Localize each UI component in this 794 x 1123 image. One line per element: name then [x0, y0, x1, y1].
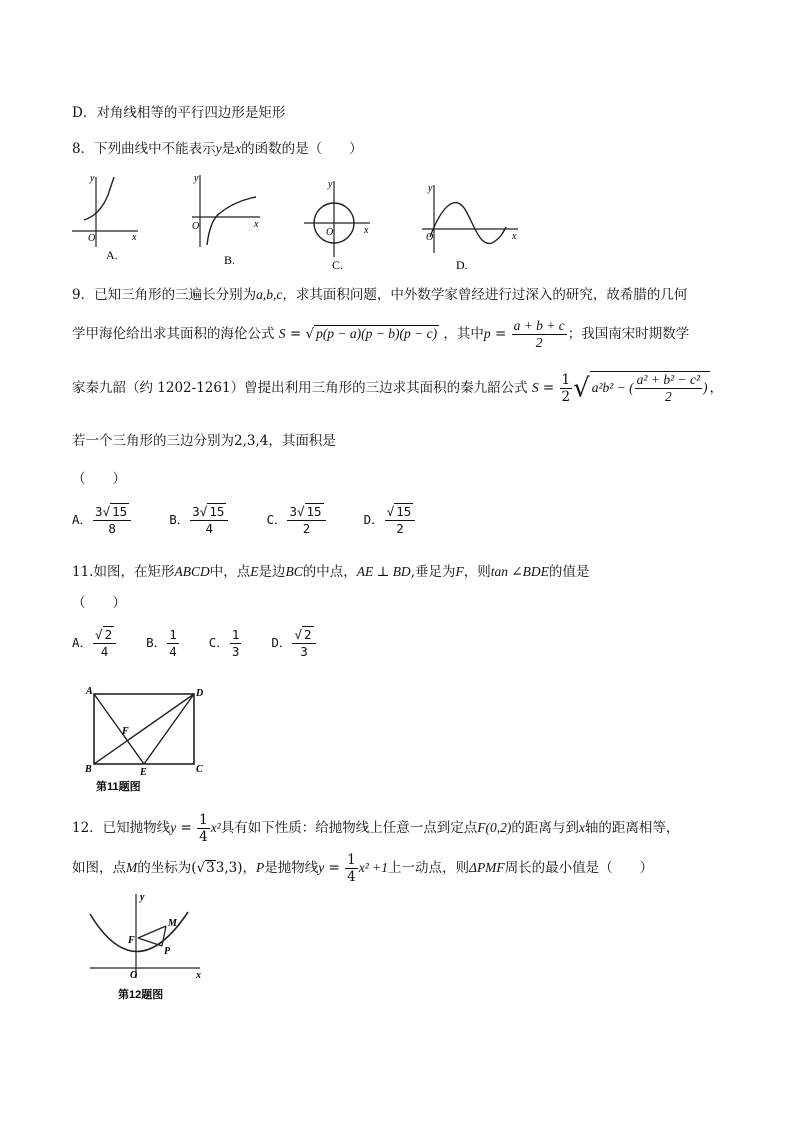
- q11-text-e: ,垂足为: [410, 564, 456, 580]
- option-fraction: [167, 627, 179, 660]
- graph-a-label-y: y: [90, 173, 95, 184]
- graph-c-label-x: x: [364, 225, 369, 236]
- option-denominator: 3: [300, 644, 308, 659]
- q11-text-b: 中，点: [209, 564, 251, 580]
- q11-rect-ABCD: ABCD: [174, 564, 210, 579]
- option-denominator: 4: [205, 521, 214, 536]
- q12-frac-den-2: 4: [347, 869, 356, 885]
- question-9-line-1: [72, 283, 687, 303]
- heron-S: S: [278, 326, 286, 341]
- option-letter: A．: [72, 511, 93, 527]
- q12-text-c: 的距离与到: [511, 820, 579, 836]
- q8-text-c: 的函数的是（ ）: [241, 141, 363, 157]
- graph-c: [304, 179, 370, 272]
- graph-d-curve: [430, 203, 506, 244]
- answer-paren: （ ）: [72, 471, 126, 487]
- q12-text-2c: ，: [242, 860, 256, 876]
- q8-var-y: y: [215, 141, 222, 156]
- diagonal-bd: [94, 694, 194, 764]
- fraction-numerator: a + b + c: [513, 318, 565, 333]
- qin-S: S: [531, 380, 539, 395]
- q12-text-a: 12．已知抛物线: [72, 820, 171, 836]
- q8-text-a: 8．下列曲线中不能表示: [72, 141, 216, 157]
- option-fraction: $\frac{3√ 15}{8}$: [93, 503, 131, 537]
- option-denominator: 4: [169, 643, 177, 659]
- option-d-text: D．对角线相等的平行四边形是矩形: [72, 105, 286, 121]
- question-9-line-2: 学甲海伦给出求其面积的海伦公式 S = √ p(p − a)(p − b)(p − c) ，其中p = $\frac{a + b + c}{2}$ ；我国南宋时期数学: [72, 318, 690, 350]
- graph-a: [72, 173, 138, 262]
- qin-half: [560, 372, 573, 405]
- label-P: P: [164, 946, 171, 957]
- option-radicand: 15: [396, 504, 412, 519]
- question-9-line-4: [72, 429, 336, 449]
- q9-option-d[interactable]: [363, 504, 417, 536]
- q9-text-sides: 若一个三角形的三边分别为: [72, 433, 234, 449]
- q12-parabola-rest: x² +1: [358, 860, 389, 875]
- label-F: F: [122, 726, 129, 737]
- q11-text-g: 的值是: [548, 564, 590, 580]
- q9-qin-text: 家秦九韶（约 1202-1261）曾提出利用三角形的三边求其面积的秦九韶公式: [72, 380, 528, 396]
- q11-option-c[interactable]: [208, 626, 243, 659]
- figure-11-caption: 第11题图: [96, 781, 141, 793]
- option-letter: B．: [169, 511, 190, 527]
- q11-point-E: E: [250, 564, 259, 579]
- graph-a-origin: O: [88, 233, 96, 244]
- q9-text-b: ，求其面积问题，中外数学家曾经进行过深入的研究，故希腊的几何: [282, 287, 688, 303]
- graph-b-label-x: x: [254, 219, 259, 230]
- q8-text-b: 是: [221, 141, 236, 157]
- label-B: B: [85, 764, 92, 775]
- q12-coord-rest: 3,3): [215, 860, 243, 876]
- option-denominator: 4: [100, 644, 109, 659]
- graph-b-origin: O: [192, 221, 200, 232]
- option-letter: D．: [271, 634, 292, 650]
- q9-text-where: ，其中: [443, 326, 484, 342]
- qin-radicand: [590, 371, 710, 405]
- graph-d-label-y: y: [428, 183, 433, 194]
- label-M: M: [168, 918, 177, 929]
- option-letter: C．: [266, 511, 287, 527]
- option-fraction: [230, 627, 242, 660]
- q9-option-c[interactable]: [266, 504, 326, 536]
- q12-text-d: 轴的距离相等，: [584, 820, 680, 836]
- graph-b-curve: [207, 197, 256, 245]
- graph-a-curve: [84, 177, 114, 220]
- q9-option-a[interactable]: [72, 504, 132, 536]
- q12-frac-num-2: 1: [347, 852, 356, 868]
- question-12-line-1: 12．已知抛物线y = $\frac{1}{4}$ x²具有如下性质：给抛物线上任意一点到定点F(0,2)的距离与到x轴的距离相等，: [72, 812, 680, 845]
- graph-b-label-y: y: [194, 173, 199, 184]
- option-fraction: $\frac{√ 15}{2}$: [385, 503, 416, 537]
- q9-text-area: ，其面积是: [268, 433, 336, 449]
- fraction-denominator: 2: [535, 335, 543, 350]
- q11-point-F: F: [455, 564, 464, 579]
- q11-option-d[interactable]: [271, 627, 316, 659]
- q9-options: [72, 503, 416, 537]
- q11-tan-BDE: tan ∠BDE: [490, 564, 549, 579]
- qin-inner-fraction: [635, 372, 702, 405]
- option-radicand: 2: [104, 627, 113, 642]
- q12-coord-open: (: [191, 860, 197, 876]
- q12-text-2f: 上一动点，则: [388, 860, 470, 876]
- segment-FP: [138, 938, 162, 946]
- option-denominator: 2: [302, 521, 311, 536]
- graph-d: [422, 183, 518, 272]
- q11-text-f: ，则: [463, 564, 491, 580]
- label-y: y: [140, 892, 145, 903]
- option-letter: D．: [363, 511, 384, 527]
- graph-c-label-y: y: [328, 179, 333, 190]
- label-A: A: [86, 686, 93, 697]
- graph-b-caption: B.: [224, 253, 236, 267]
- q12-fraction: [197, 812, 210, 845]
- q9-text: 9．已知三角形的三遍长分别为: [72, 287, 257, 303]
- q12-text-2g: 周长的最小值是（ ）: [504, 860, 654, 876]
- q11-text-d: 的中点，: [302, 564, 357, 580]
- q12-var-y: y: [170, 820, 177, 835]
- q11-option-a[interactable]: [72, 627, 117, 659]
- option-numerator: 1: [169, 626, 177, 642]
- option-fraction: $\frac{3√ 15}{4}$: [190, 503, 228, 537]
- q11-perp: AE ⊥ BD: [356, 564, 411, 579]
- option-coef: 3: [289, 504, 297, 519]
- figure-12-caption: 第12题图: [118, 989, 164, 1001]
- graph-c-origin: O: [326, 227, 334, 238]
- q9-side-values: 2,3,4: [234, 433, 269, 449]
- answer-paren: （ ）: [72, 595, 126, 611]
- option-radicand: 15: [306, 504, 322, 519]
- qin-radicand-b: ): [703, 380, 708, 395]
- q9-text-c: ；我国南宋时期数学: [567, 326, 690, 342]
- q11-side-BC: BC: [285, 564, 303, 579]
- option-fraction: $\frac{√ 2}{3}$: [292, 626, 315, 660]
- inner-denominator: 2: [664, 389, 672, 405]
- q9-text-end: ，: [709, 380, 724, 396]
- option-denominator: 3: [231, 643, 240, 659]
- semi-perimeter-fraction: [512, 318, 567, 351]
- q12-text-b: 具有如下性质：给抛物线上任意一点到定点: [220, 820, 478, 836]
- q8-var-x: x: [235, 141, 242, 156]
- segment-ae: [94, 694, 144, 764]
- question-9-line-3: 家秦九韶（约 1202-1261）曾提出利用三角形的三边求其面积的秦九韶公式 S = $\frac{1}{2}$ √ a²b² − ( $\frac{\text{a² + b² − c²}}{2}$ ) ，: [72, 372, 724, 405]
- q12-text-2d: 是抛物线: [264, 860, 319, 876]
- figure-12: [84, 890, 212, 1006]
- graph-b: [192, 173, 260, 267]
- label-E: E: [140, 767, 147, 778]
- option-coef: 3: [95, 504, 103, 519]
- graph-d-label-x: x: [512, 231, 517, 242]
- option-letter: A．: [72, 634, 93, 650]
- question-11-answer-blank: [72, 591, 126, 611]
- q12-text-2a: 如图，点: [72, 860, 126, 876]
- q8-graphs: [60, 165, 530, 273]
- option-denominator: 2: [396, 521, 404, 536]
- option-numerator: 1: [231, 626, 240, 642]
- label-O: O: [130, 970, 138, 981]
- qin-radicand-a: a²b² − (: [591, 380, 634, 395]
- option-fraction: $\frac{3√ 15}{2}$: [287, 503, 325, 537]
- q12-x-squared: x²: [210, 820, 221, 835]
- semi-perimeter-p: p: [483, 326, 491, 341]
- graph-a-caption: A.: [106, 248, 118, 262]
- graph-a-label-x: x: [132, 232, 137, 243]
- question-11: [72, 560, 589, 580]
- q11-option-b[interactable]: [146, 626, 180, 659]
- graph-d-origin: O: [426, 232, 434, 243]
- question-9-answer-blank: [72, 467, 126, 487]
- segment-de: [144, 694, 194, 764]
- segment-MP: [162, 926, 166, 946]
- q12-var-x: x: [578, 820, 585, 835]
- option-denominator: 8: [108, 521, 116, 536]
- q9-heron-text: 学甲海伦给出求其面积的海伦公式: [72, 326, 275, 342]
- q12-point-M: M: [126, 860, 138, 875]
- half-denominator: 2: [561, 389, 571, 405]
- figure-11: [82, 682, 210, 798]
- question-8: [72, 137, 363, 157]
- q11-text-c: 是边: [258, 564, 286, 580]
- label-C: C: [196, 764, 203, 775]
- label-F: F: [128, 935, 135, 946]
- q12-triangle-PMF: ΔPMF: [469, 860, 505, 875]
- q12-fraction-2: [345, 852, 358, 885]
- inner-numerator: a² + b² − c²: [636, 372, 701, 388]
- q12-text-2b: 的坐标为: [137, 860, 192, 876]
- option-radicand: 15: [112, 504, 128, 519]
- option-fraction: $\frac{√ 2}{4}$: [93, 626, 116, 660]
- q11-options: [72, 626, 317, 660]
- q9-vars: a,b,c: [256, 287, 283, 302]
- q12-focus: F(0,2): [477, 820, 512, 835]
- question-12-line-2: 如图，点M的坐标为(√33,3)，P是抛物线y = $\frac{1}{4}$ x² +1上一动点，则ΔPMF周长的最小值是（ ）: [72, 852, 654, 885]
- option-radicand: 2: [303, 627, 312, 642]
- q12-frac-den: 4: [199, 829, 208, 845]
- option-letter: C．: [208, 634, 229, 650]
- q11-text-a: 11.如图，在矩形: [72, 564, 175, 580]
- option-letter: B．: [146, 634, 167, 650]
- label-x: x: [196, 970, 201, 981]
- label-D: D: [196, 688, 204, 699]
- graph-d-caption: D.: [456, 258, 468, 272]
- graph-c-caption: C.: [332, 258, 344, 272]
- q9-option-b[interactable]: [169, 504, 229, 536]
- option-d-q7: [72, 101, 285, 121]
- q12-point-P: P: [255, 860, 265, 875]
- heron-radicand: p(p − a)(p − b)(p − c): [316, 326, 438, 341]
- q12-frac-num: 1: [199, 812, 208, 828]
- option-coef: 3: [192, 504, 200, 519]
- half-numerator: 1: [561, 372, 571, 388]
- segment-FM: [138, 926, 166, 938]
- option-radicand: 15: [209, 504, 225, 519]
